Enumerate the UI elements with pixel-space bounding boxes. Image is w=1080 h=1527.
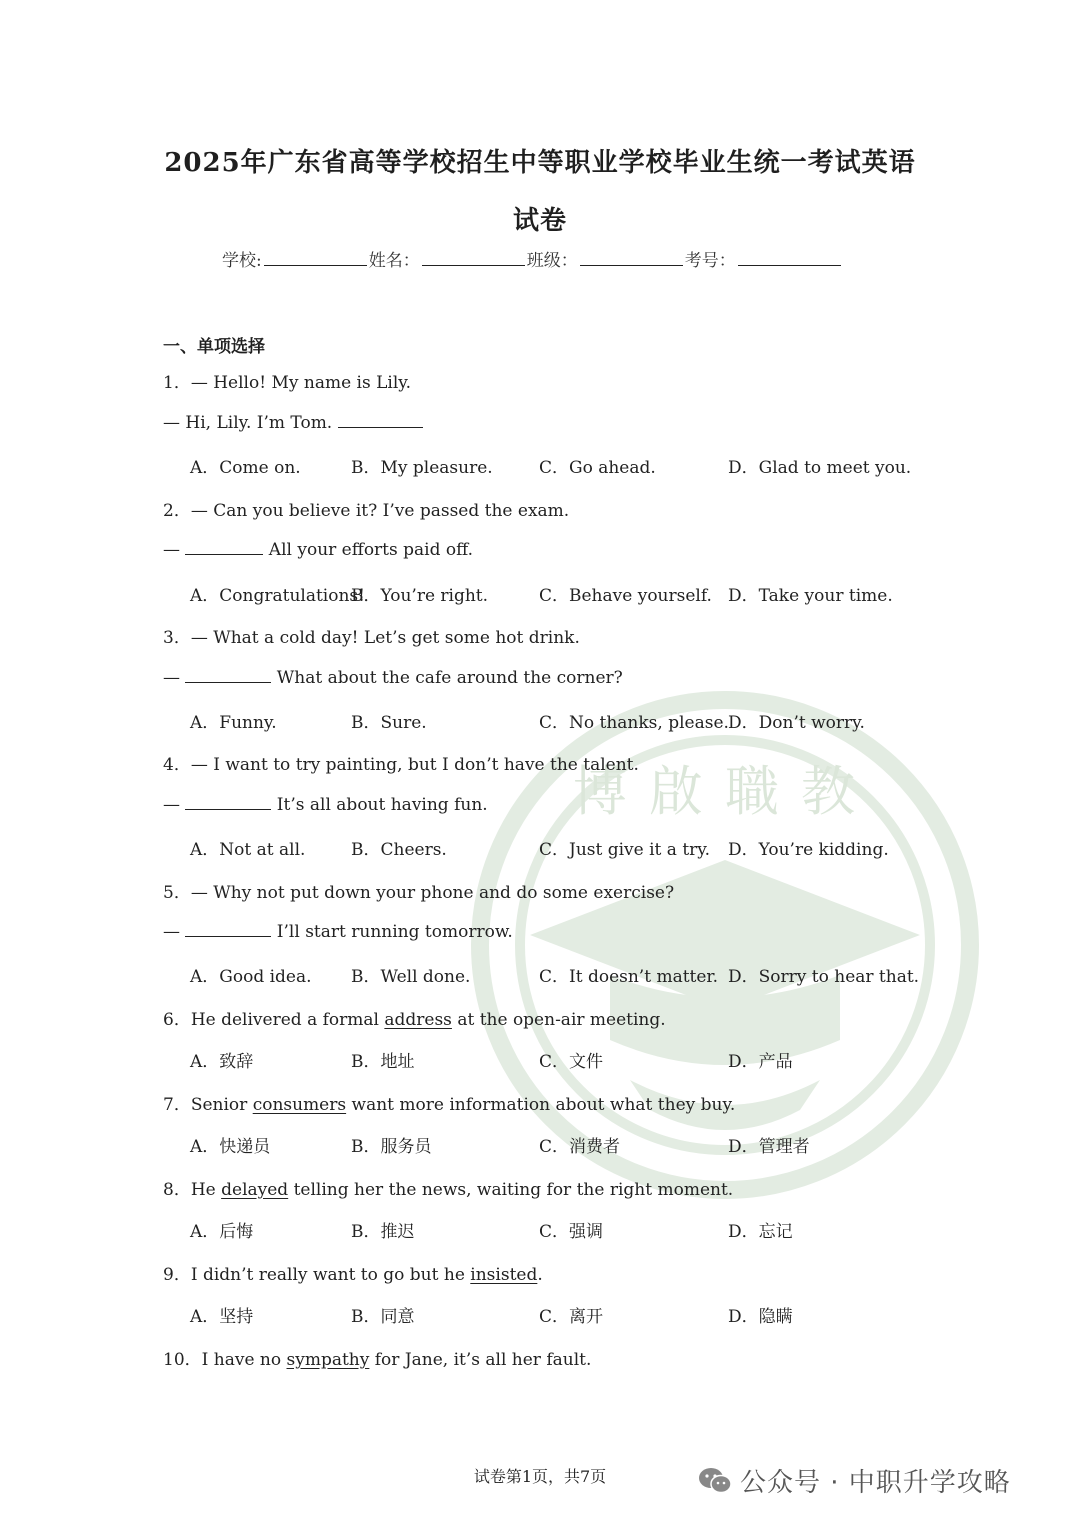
option-a[interactable]: A．坚持 [190, 1307, 254, 1327]
option-b[interactable]: B．服务员 [351, 1137, 432, 1157]
class-label: 班级： [526, 251, 578, 271]
student-info-row [222, 246, 843, 271]
school-blank[interactable] [264, 247, 367, 266]
option-c[interactable]: C．Go ahead. [539, 458, 656, 478]
answer-blank[interactable] [185, 538, 263, 555]
name-blank[interactable] [422, 247, 525, 266]
question-stem: 10．I have no sympathy for Jane, it’s all her fault. [163, 1350, 592, 1370]
underlined-word: consumers [252, 1095, 347, 1115]
exam-subtitle: 试卷 [512, 206, 567, 236]
underlined-word: sympathy [286, 1350, 370, 1370]
option-c[interactable]: C．文件 [539, 1052, 604, 1072]
school-label: 学校: [222, 251, 262, 271]
exam-number-label: 考号： [684, 251, 736, 271]
option-d[interactable]: D．You’re kidding. [728, 840, 889, 860]
question-stem: 8．He delayed telling her the news, waiting for the right moment. [163, 1180, 734, 1200]
option-d[interactable]: D．Don’t worry. [728, 713, 865, 733]
option-d[interactable]: D．管理者 [728, 1137, 810, 1157]
underlined-word: address [384, 1010, 452, 1030]
option-d[interactable]: D．产品 [728, 1052, 793, 1072]
option-a[interactable]: A．Good idea. [190, 967, 312, 987]
option-a[interactable]: A．致辞 [190, 1052, 254, 1072]
question-stem: 2．— Can you believe it? I’ve passed the exam. [163, 501, 570, 521]
option-d[interactable]: D．Take your time. [728, 586, 893, 606]
question-reply: — What about the cafe around the corner? [163, 668, 623, 688]
option-a[interactable]: A．Congratulations! [190, 586, 365, 606]
underlined-word: delayed [221, 1180, 289, 1200]
wechat-icon [698, 1467, 732, 1495]
option-d[interactable]: D．Glad to meet you. [728, 458, 912, 478]
option-c[interactable]: C．It doesn’t matter. [539, 967, 719, 987]
name-label: 姓名： [368, 251, 420, 271]
question-stem: 1．— Hello! My name is Lily. [163, 373, 412, 393]
question-stem: 6．He delivered a formal address at the open-air meeting. [163, 1010, 666, 1030]
option-c[interactable]: C．强调 [539, 1222, 604, 1242]
option-c[interactable]: C．Just give it a try. [539, 840, 711, 860]
question-reply: — I’ll start running tomorrow. [163, 922, 513, 942]
question-reply: — It’s all about having fun. [163, 795, 488, 815]
class-blank[interactable] [580, 247, 683, 266]
option-a[interactable]: A．Not at all. [190, 840, 306, 860]
exam-number-blank[interactable] [738, 247, 841, 266]
option-b[interactable]: B．同意 [351, 1307, 415, 1327]
exam-title: 2025年广东省高等学校招生中等职业学校毕业生统一考试英语 [164, 148, 916, 178]
option-d[interactable]: D．Sorry to hear that. [728, 967, 920, 987]
option-d[interactable]: D．隐瞒 [728, 1307, 793, 1327]
option-b[interactable]: B．推迟 [351, 1222, 415, 1242]
option-b[interactable]: B．地址 [351, 1052, 415, 1072]
option-b[interactable]: B．My pleasure. [351, 458, 493, 478]
answer-blank[interactable] [338, 411, 423, 428]
option-a[interactable]: A．Come on. [190, 458, 301, 478]
option-a[interactable]: A．后悔 [190, 1222, 254, 1242]
option-a[interactable]: A．Funny. [190, 713, 277, 733]
page-footer: 试卷第1页，共7页 [473, 1467, 607, 1486]
option-b[interactable]: B．Cheers. [351, 840, 447, 860]
question-stem: 5．— Why not put down your phone and do some exercise? [163, 883, 675, 903]
question-stem: 9．I didn’t really want to go but he insisted. [163, 1265, 543, 1285]
option-c[interactable]: C．消费者 [539, 1137, 621, 1157]
answer-blank[interactable] [185, 793, 271, 810]
option-b[interactable]: B．Sure. [351, 713, 427, 733]
option-c[interactable]: C．离开 [539, 1307, 604, 1327]
watermark-account: 公众号 · 中职升学攻略 [740, 1468, 1011, 1498]
underlined-word: insisted [470, 1265, 538, 1285]
option-a[interactable]: A．快递员 [190, 1137, 271, 1157]
question-reply: — Hi, Lily. I’m Tom. [163, 411, 423, 433]
question-stem: 3．— What a cold day! Let’s get some hot drink. [163, 628, 580, 648]
seal-text: 博啟職教 [573, 760, 877, 823]
answer-blank[interactable] [185, 666, 271, 683]
option-c[interactable]: C．No thanks, please. [539, 713, 729, 733]
question-reply: — All your efforts paid off. [163, 540, 473, 560]
question-stem: 7．Senior consumers want more information about what they buy. [163, 1095, 736, 1115]
section-heading: 一、单项选择 [163, 337, 265, 357]
option-d[interactable]: D．忘记 [728, 1222, 793, 1242]
option-c[interactable]: C．Behave yourself. [539, 586, 712, 606]
option-b[interactable]: B．You’re right. [351, 586, 489, 606]
answer-blank[interactable] [185, 920, 271, 937]
question-stem: 4．— I want to try painting, but I don’t have the talent. [163, 755, 639, 775]
option-b[interactable]: B．Well done. [351, 967, 471, 987]
